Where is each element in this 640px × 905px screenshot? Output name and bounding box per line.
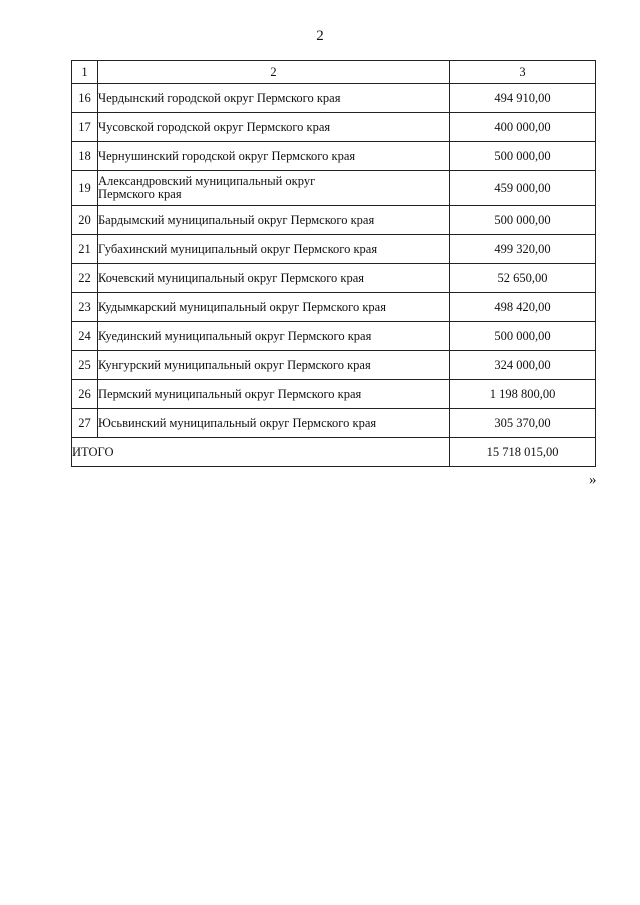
table-row (72, 113, 596, 142)
table-row (72, 84, 596, 113)
row-number: 23 (72, 293, 98, 322)
total-label: ИТОГО (72, 438, 450, 467)
municipality-name-line-1: Александровский муниципальный округ (98, 174, 316, 188)
amount-value: 459 000,00 (450, 171, 596, 206)
municipality-name: Пермский муниципальный округ Пермского края (98, 380, 450, 409)
column-header-name: 2 (98, 61, 450, 84)
municipality-name: Куединский муниципальный округ Пермского края (98, 322, 450, 351)
row-number: 22 (72, 264, 98, 293)
amount-value: 1 198 800,00 (450, 380, 596, 409)
municipality-name: Чусовской городской округ Пермского края (98, 113, 450, 142)
amount-value: 400 000,00 (450, 113, 596, 142)
row-number: 26 (72, 380, 98, 409)
table-row (72, 206, 596, 235)
amount-value: 500 000,00 (450, 206, 596, 235)
row-number: 25 (72, 351, 98, 380)
column-header-number: 1 (72, 61, 98, 84)
municipality-name (98, 171, 450, 206)
table-row (72, 142, 596, 171)
row-number: 17 (72, 113, 98, 142)
amount-value: 494 910,00 (450, 84, 596, 113)
table-row (72, 351, 596, 380)
amount-value: 500 000,00 (450, 142, 596, 171)
row-number: 19 (72, 171, 98, 206)
table-row (72, 322, 596, 351)
row-number: 21 (72, 235, 98, 264)
municipality-name: Губахинский муниципальный округ Пермского края (98, 235, 450, 264)
municipality-name: Юсьвинский муниципальный округ Пермского края (98, 409, 450, 438)
table-header-row (72, 61, 596, 84)
table-row (72, 409, 596, 438)
table-row (72, 264, 596, 293)
municipality-name: Бардымский муниципальный округ Пермского края (98, 206, 450, 235)
municipality-name: Чердынский городской округ Пермского края (98, 84, 450, 113)
amount-value: 500 000,00 (450, 322, 596, 351)
page-number: 2 (316, 28, 324, 44)
allocation-table (71, 60, 596, 467)
municipality-name-line-2: Пермского края (98, 187, 182, 201)
column-header-amount: 3 (450, 61, 596, 84)
municipality-name: Чернушинский городской округ Пермского края (98, 142, 450, 171)
row-number: 20 (72, 206, 98, 235)
municipality-name: Кочевский муниципальный округ Пермского края (98, 264, 450, 293)
table-row (72, 171, 596, 206)
total-row (72, 438, 596, 467)
row-number: 18 (72, 142, 98, 171)
table-row (72, 293, 596, 322)
table-row (72, 380, 596, 409)
amount-value: 305 370,00 (450, 409, 596, 438)
amount-value: 499 320,00 (450, 235, 596, 264)
amount-value: 52 650,00 (450, 264, 596, 293)
amount-value: 324 000,00 (450, 351, 596, 380)
amount-value: 498 420,00 (450, 293, 596, 322)
municipality-name: Кудымкарский муниципальный округ Пермского края (98, 293, 450, 322)
table-row (72, 235, 596, 264)
municipality-name: Кунгурский муниципальный округ Пермского края (98, 351, 450, 380)
closing-quote: » (589, 472, 597, 488)
row-number: 27 (72, 409, 98, 438)
row-number: 16 (72, 84, 98, 113)
total-amount: 15 718 015,00 (450, 438, 596, 467)
row-number: 24 (72, 322, 98, 351)
